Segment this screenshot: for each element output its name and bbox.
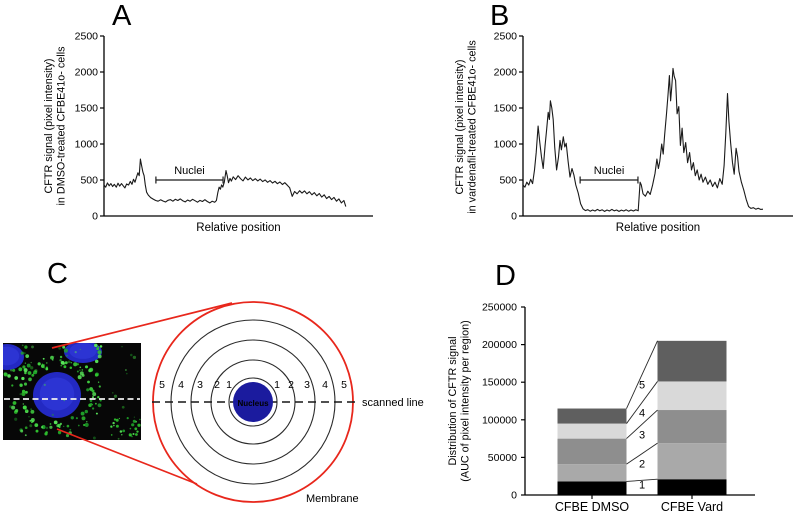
green-punctum <box>80 349 81 350</box>
micro-nucleus-core <box>69 343 96 359</box>
green-punctum <box>131 423 134 426</box>
y-tick-label: 2500 <box>74 30 98 43</box>
y-axis-title-line: CFTR signal (pixel intensity) <box>454 59 466 195</box>
green-punctum <box>94 344 97 347</box>
green-punctum <box>132 433 134 435</box>
green-punctum <box>31 422 32 423</box>
green-punctum <box>112 392 113 393</box>
green-punctum <box>121 434 122 435</box>
panel-b-label: B <box>490 0 510 32</box>
green-punctum <box>73 362 77 366</box>
y-tick-label: 200000 <box>481 339 517 352</box>
green-punctum <box>13 401 17 405</box>
green-punctum <box>66 355 68 357</box>
green-punctum <box>66 434 69 437</box>
green-punctum <box>41 426 43 428</box>
green-punctum <box>24 368 28 372</box>
green-punctum <box>130 428 132 430</box>
green-punctum <box>134 417 135 418</box>
green-punctum <box>65 361 68 364</box>
green-punctum <box>76 417 78 419</box>
y-tick-label: 2000 <box>493 66 517 79</box>
region-number-left: 1 <box>226 379 232 391</box>
green-punctum <box>111 434 113 436</box>
green-punctum <box>31 418 35 422</box>
green-punctum <box>22 345 24 347</box>
green-punctum <box>28 416 30 418</box>
green-punctum <box>98 403 102 407</box>
magnifier-line-top <box>52 303 232 348</box>
connector-line <box>627 341 658 409</box>
green-punctum <box>67 425 70 428</box>
panel-a-label: A <box>112 0 132 32</box>
green-punctum <box>81 369 83 371</box>
region-number-left: 3 <box>197 379 203 391</box>
green-punctum <box>90 403 92 405</box>
green-punctum <box>25 426 28 429</box>
green-punctum <box>4 373 8 377</box>
green-punctum <box>24 345 27 348</box>
green-punctum <box>43 358 45 360</box>
green-punctum <box>28 378 32 382</box>
y-tick-label: 1500 <box>493 102 517 115</box>
category-label: CFBE DMSO <box>554 500 630 514</box>
panel-c-label: C <box>47 258 68 290</box>
green-punctum <box>116 425 119 428</box>
y-tick-label: 50000 <box>487 451 517 464</box>
green-punctum <box>125 369 127 371</box>
green-punctum <box>92 392 96 396</box>
green-punctum <box>86 421 87 422</box>
green-punctum <box>50 423 52 425</box>
nuclei-bracket <box>580 177 638 184</box>
green-punctum <box>97 350 101 354</box>
green-punctum <box>85 365 88 368</box>
y-tick-label: 2500 <box>493 30 517 43</box>
y-axis-title-line: in DMSO-treated CFBE41o- cells <box>55 46 68 206</box>
nuclei-annotation-label: Nuclei <box>174 165 205 177</box>
green-punctum <box>96 413 98 415</box>
green-punctum <box>53 356 54 357</box>
green-punctum <box>58 431 61 434</box>
green-punctum <box>100 345 103 348</box>
region-number-right: 2 <box>288 379 294 391</box>
green-punctum <box>22 365 25 368</box>
y-tick-label: 1500 <box>74 102 98 115</box>
green-punctum <box>45 368 48 371</box>
region-number-right: 1 <box>274 379 280 391</box>
green-punctum <box>12 369 15 372</box>
green-punctum <box>135 433 138 436</box>
green-punctum <box>60 356 62 358</box>
green-punctum <box>30 366 33 369</box>
green-punctum <box>34 423 38 427</box>
green-punctum <box>118 438 120 440</box>
y-tick-label: 100000 <box>481 414 517 427</box>
green-punctum <box>75 351 77 353</box>
green-punctum <box>51 358 53 360</box>
green-punctum <box>31 374 34 377</box>
green-punctum <box>71 362 72 363</box>
green-punctum <box>45 431 48 434</box>
signal-trace <box>104 159 346 207</box>
green-punctum <box>126 373 128 375</box>
y-tick-label: 1000 <box>493 138 517 151</box>
green-punctum <box>79 369 80 370</box>
green-punctum <box>46 362 47 363</box>
bar-segment-4 <box>558 424 627 439</box>
green-punctum <box>85 410 88 413</box>
region-number-label: 1 <box>638 479 646 492</box>
scanned-line-label: scanned line <box>362 397 424 409</box>
region-number-right: 3 <box>304 379 310 391</box>
y-tick-label: 2000 <box>74 66 98 79</box>
green-punctum <box>49 426 52 429</box>
green-punctum <box>92 396 94 398</box>
x-axis-title: Relative position <box>615 222 701 234</box>
green-punctum <box>54 421 58 425</box>
green-punctum <box>24 352 26 354</box>
bar-segment-4 <box>658 381 727 410</box>
green-punctum <box>113 425 114 426</box>
green-punctum <box>30 408 31 409</box>
green-punctum <box>82 416 86 420</box>
green-punctum <box>21 351 24 354</box>
green-punctum <box>43 364 45 366</box>
y-tick-label: 500 <box>499 174 517 187</box>
green-punctum <box>99 385 101 387</box>
membrane-label: Membrane <box>306 493 359 505</box>
y-axis-title-line: in vardenafil-treated CFBE41o- cells <box>466 40 479 214</box>
green-punctum <box>112 422 114 424</box>
green-punctum <box>116 419 119 422</box>
bar-segment-3 <box>558 439 627 465</box>
green-punctum <box>20 393 22 395</box>
green-punctum <box>77 363 79 365</box>
region-number-right: 5 <box>341 379 347 391</box>
y-tick-label: 500 <box>80 174 98 187</box>
bar-segment-5 <box>558 409 627 424</box>
green-punctum <box>52 359 54 361</box>
green-punctum <box>10 369 12 371</box>
region-number-label: 3 <box>638 429 646 442</box>
x-axis-title: Relative position <box>196 222 281 234</box>
green-punctum <box>38 362 41 365</box>
y-axis-title-line: CFTR signal (pixel intensity) <box>43 58 55 194</box>
green-punctum <box>96 347 99 350</box>
green-punctum <box>21 377 24 380</box>
green-punctum <box>25 434 27 436</box>
green-punctum <box>25 409 27 411</box>
region-number-label: 5 <box>638 379 646 392</box>
bar-segment-1 <box>658 479 727 495</box>
bar-segment-5 <box>658 341 727 382</box>
green-punctum <box>98 382 99 383</box>
green-punctum <box>81 412 85 416</box>
y-tick-label: 1000 <box>74 138 98 151</box>
green-punctum <box>87 381 90 384</box>
green-punctum <box>122 430 125 433</box>
green-punctum <box>20 430 23 433</box>
green-punctum <box>92 390 95 393</box>
green-punctum <box>134 427 137 430</box>
green-punctum <box>97 396 99 398</box>
green-punctum <box>121 346 123 348</box>
green-punctum <box>95 360 98 363</box>
green-punctum <box>28 371 32 375</box>
green-punctum <box>43 367 45 369</box>
bar-segment-2 <box>658 443 727 479</box>
signal-trace <box>523 68 763 211</box>
y-tick-label: 250000 <box>481 301 517 314</box>
green-punctum <box>78 375 82 379</box>
green-punctum <box>78 425 80 427</box>
region-number-left: 4 <box>178 379 184 391</box>
y-axis-title-line: Distribution of CFTR signal <box>447 336 459 466</box>
green-punctum <box>114 395 117 398</box>
green-punctum <box>34 369 37 372</box>
green-punctum <box>85 423 89 427</box>
green-punctum <box>98 354 102 358</box>
green-punctum <box>46 427 48 429</box>
green-punctum <box>69 429 71 431</box>
green-punctum <box>60 423 62 425</box>
green-punctum <box>11 384 13 386</box>
region-number-right: 4 <box>322 379 328 391</box>
green-punctum <box>30 362 31 363</box>
green-punctum <box>95 373 98 376</box>
green-punctum <box>120 430 123 433</box>
green-punctum <box>19 384 22 387</box>
bar-segment-2 <box>558 464 627 481</box>
green-punctum <box>130 354 133 357</box>
y-tick-label: 0 <box>92 210 98 223</box>
region-number-left: 5 <box>159 379 165 391</box>
green-punctum <box>122 406 125 409</box>
green-punctum <box>77 370 79 372</box>
microscopy-image <box>0 341 141 440</box>
green-punctum <box>93 437 96 440</box>
green-punctum <box>36 430 39 433</box>
panel-a-line-chart <box>43 31 373 235</box>
green-punctum <box>95 403 97 405</box>
region-number-label: 4 <box>638 407 646 420</box>
green-punctum <box>23 405 27 409</box>
green-punctum <box>133 420 136 423</box>
green-punctum <box>23 403 24 404</box>
green-punctum <box>44 384 46 386</box>
green-punctum <box>64 349 68 353</box>
green-punctum <box>59 359 61 361</box>
nuclei-annotation-label: Nuclei <box>593 165 625 177</box>
green-punctum <box>92 407 94 409</box>
green-punctum <box>29 424 32 427</box>
green-punctum <box>80 371 84 375</box>
green-punctum <box>58 425 60 427</box>
green-punctum <box>119 418 120 419</box>
panel-d-stacked-bar <box>447 302 755 515</box>
region-number-left: 2 <box>214 379 220 391</box>
green-punctum <box>52 414 54 416</box>
green-punctum <box>137 424 140 427</box>
nucleus-label: Nucleus <box>237 399 269 408</box>
green-punctum <box>25 362 26 363</box>
green-punctum <box>24 383 27 386</box>
green-punctum <box>60 365 62 367</box>
bar-segment-3 <box>658 410 727 443</box>
y-tick-label: 150000 <box>481 376 517 389</box>
nuclei-bracket <box>156 177 223 184</box>
micro-nucleus-core <box>40 377 75 410</box>
green-punctum <box>30 410 34 414</box>
green-punctum <box>71 416 74 419</box>
green-punctum <box>90 400 93 403</box>
y-tick-label: 0 <box>511 210 517 223</box>
green-punctum <box>62 362 65 365</box>
green-punctum <box>129 433 132 436</box>
panel-d-label: D <box>495 260 516 292</box>
green-punctum <box>79 366 81 368</box>
green-punctum <box>63 365 66 368</box>
green-punctum <box>31 345 34 348</box>
green-punctum <box>25 391 28 394</box>
green-punctum <box>58 347 61 350</box>
green-punctum <box>14 376 18 380</box>
green-punctum <box>139 419 140 420</box>
green-punctum <box>68 361 71 364</box>
green-punctum <box>89 368 93 372</box>
green-punctum <box>9 405 12 408</box>
green-punctum <box>70 367 73 370</box>
green-punctum <box>86 388 89 391</box>
green-punctum <box>27 364 31 368</box>
green-punctum <box>15 409 18 412</box>
bar-segment-1 <box>558 481 627 495</box>
green-punctum <box>63 426 64 427</box>
green-punctum <box>127 417 129 419</box>
panel-b-line-chart <box>454 31 793 235</box>
panel-c-diagram <box>0 302 424 505</box>
y-tick-label: 0 <box>511 489 517 502</box>
green-punctum <box>25 354 29 358</box>
y-axis-title-line: (AUC of pixel intensity per region) <box>459 320 472 482</box>
green-punctum <box>133 356 136 359</box>
green-punctum <box>21 392 25 396</box>
green-punctum <box>8 375 11 378</box>
green-punctum <box>98 346 99 347</box>
green-punctum <box>18 367 22 371</box>
region-number-label: 2 <box>638 458 646 471</box>
category-label: CFBE Vard <box>660 500 724 514</box>
green-punctum <box>136 430 138 432</box>
green-punctum <box>14 418 17 421</box>
green-punctum <box>110 426 112 428</box>
